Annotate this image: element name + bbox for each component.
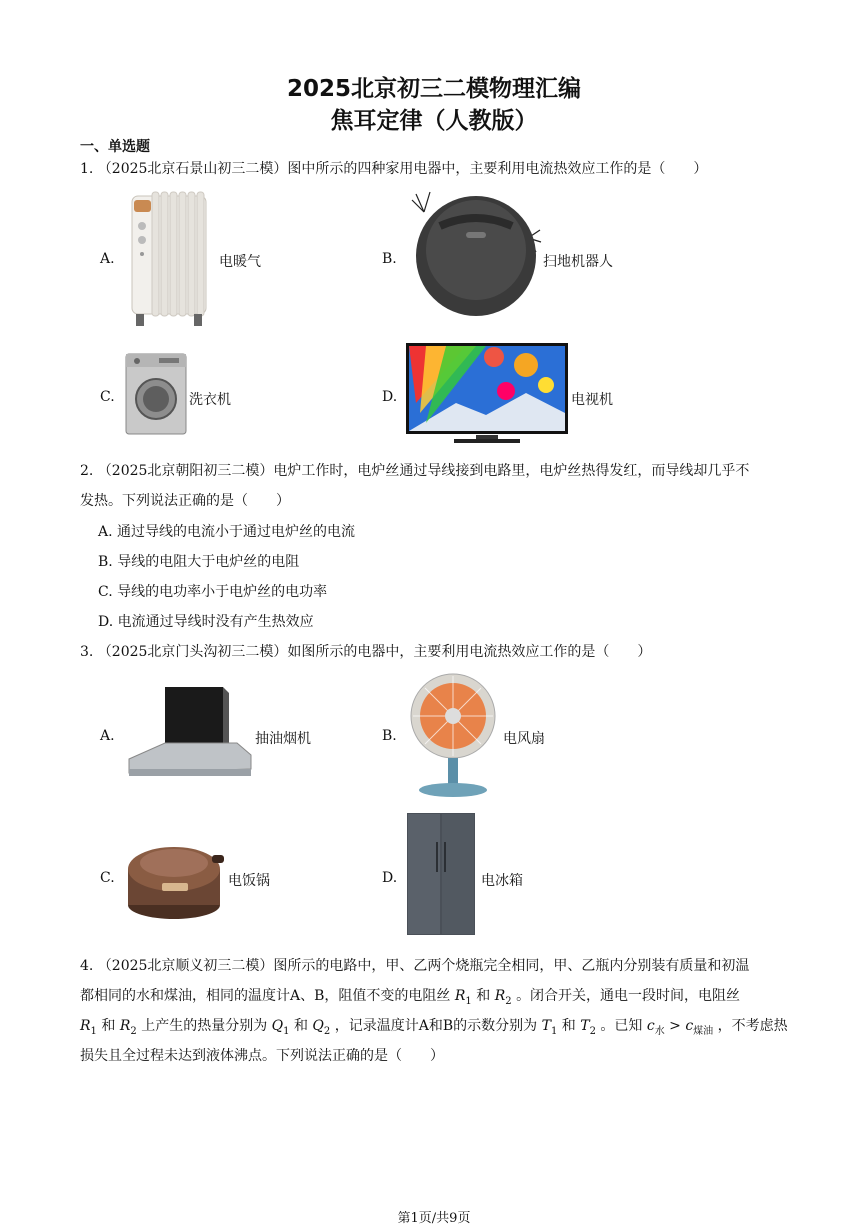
section-heading: 一、单选题 [80, 139, 150, 155]
refrigerator-icon [406, 812, 476, 938]
q3-stem: 3. （2025北京门头沟初三二模）如图所示的电器中，主要利用电流热效应工作的是（ ） [80, 644, 652, 660]
q3-option-a-letter: A. [100, 728, 115, 744]
q1-option-a-label: 电暖气 [219, 254, 261, 270]
washing-machine-icon [125, 353, 187, 437]
q4-line2: 都相同的水和煤油，相同的温度计A、B，阻值不变的电阻丝 $R_1$ 和 $R_2$ 。闭合开关，通电一段时间，电阻丝 [80, 988, 741, 1007]
q1-option-c-label: 洗衣机 [189, 392, 231, 408]
q2-option-c: C. 导线的电功率小于电炉丝的电功率 [98, 584, 328, 600]
q3-option-a-label: 抽油烟机 [255, 731, 311, 747]
q3-option-b-label: 电风扇 [503, 731, 545, 747]
page-footer: 第1页/共9页 [397, 1211, 471, 1226]
document-title: 2025北京初三二模物理汇编 [286, 76, 581, 102]
q1-option-d-label: 电视机 [571, 392, 613, 408]
oil-heater-icon [128, 186, 210, 331]
q1-option-a-letter: A. [100, 251, 115, 267]
q1-option-c-letter: C. [100, 389, 115, 405]
q4-line4: 损失且全过程未达到液体沸点。下列说法正确的是（ ） [80, 1048, 444, 1064]
q2-option-d: D. 电流通过导线时没有产生热效应 [98, 614, 314, 630]
robot-vacuum-icon [410, 190, 542, 318]
rice-cooker-icon [122, 833, 226, 923]
q1-option-b-letter: B. [382, 251, 397, 267]
q2-option-a: A. 通过导线的电流小于通过电炉丝的电流 [98, 524, 356, 540]
q3-option-d-letter: D. [382, 870, 398, 886]
q3-option-c-label: 电饭锅 [228, 873, 270, 889]
range-hood-icon [125, 685, 255, 781]
q1-stem: 1. （2025北京石景山初三二模）图中所示的四种家用电器中，主要利用电流热效应工作的是（ ） [80, 161, 708, 177]
q2-option-b: B. 导线的电阻大于电炉丝的电阻 [98, 554, 300, 570]
q2-stem-line1: 2. （2025北京朝阳初三二模）电炉工作时，电炉丝通过导线接到电路里，电炉丝热得发红，而导线却几乎不 [80, 463, 750, 479]
q4-line3: $R_1$ 和 $R_2$ 上产生的热量分别为 $Q_1$ 和 $Q_2$ ，记录温度计A和B的示数分别为 $T_1$ 和 $T_2$ 。已知 $c_水 > c_{煤油}$ ，不考虑热 [80, 1018, 788, 1037]
q3-option-c-letter: C. [100, 870, 115, 886]
document-subtitle: 焦耳定律（人教版） [330, 108, 538, 134]
q1-option-b-label: 扫地机器人 [543, 254, 613, 270]
q2-stem-line2: 发热。下列说法正确的是（ ） [80, 493, 290, 509]
q4-line1: 4. （2025北京顺义初三二模）图所示的电路中，甲、乙两个烧瓶完全相同，甲、乙瓶内分别装有质量和初温 [80, 958, 750, 974]
q3-option-d-label: 电冰箱 [481, 873, 523, 889]
q1-option-d-letter: D. [382, 389, 398, 405]
electric-fan-icon [405, 672, 501, 800]
television-icon [406, 343, 568, 445]
q3-option-b-letter: B. [382, 728, 397, 744]
